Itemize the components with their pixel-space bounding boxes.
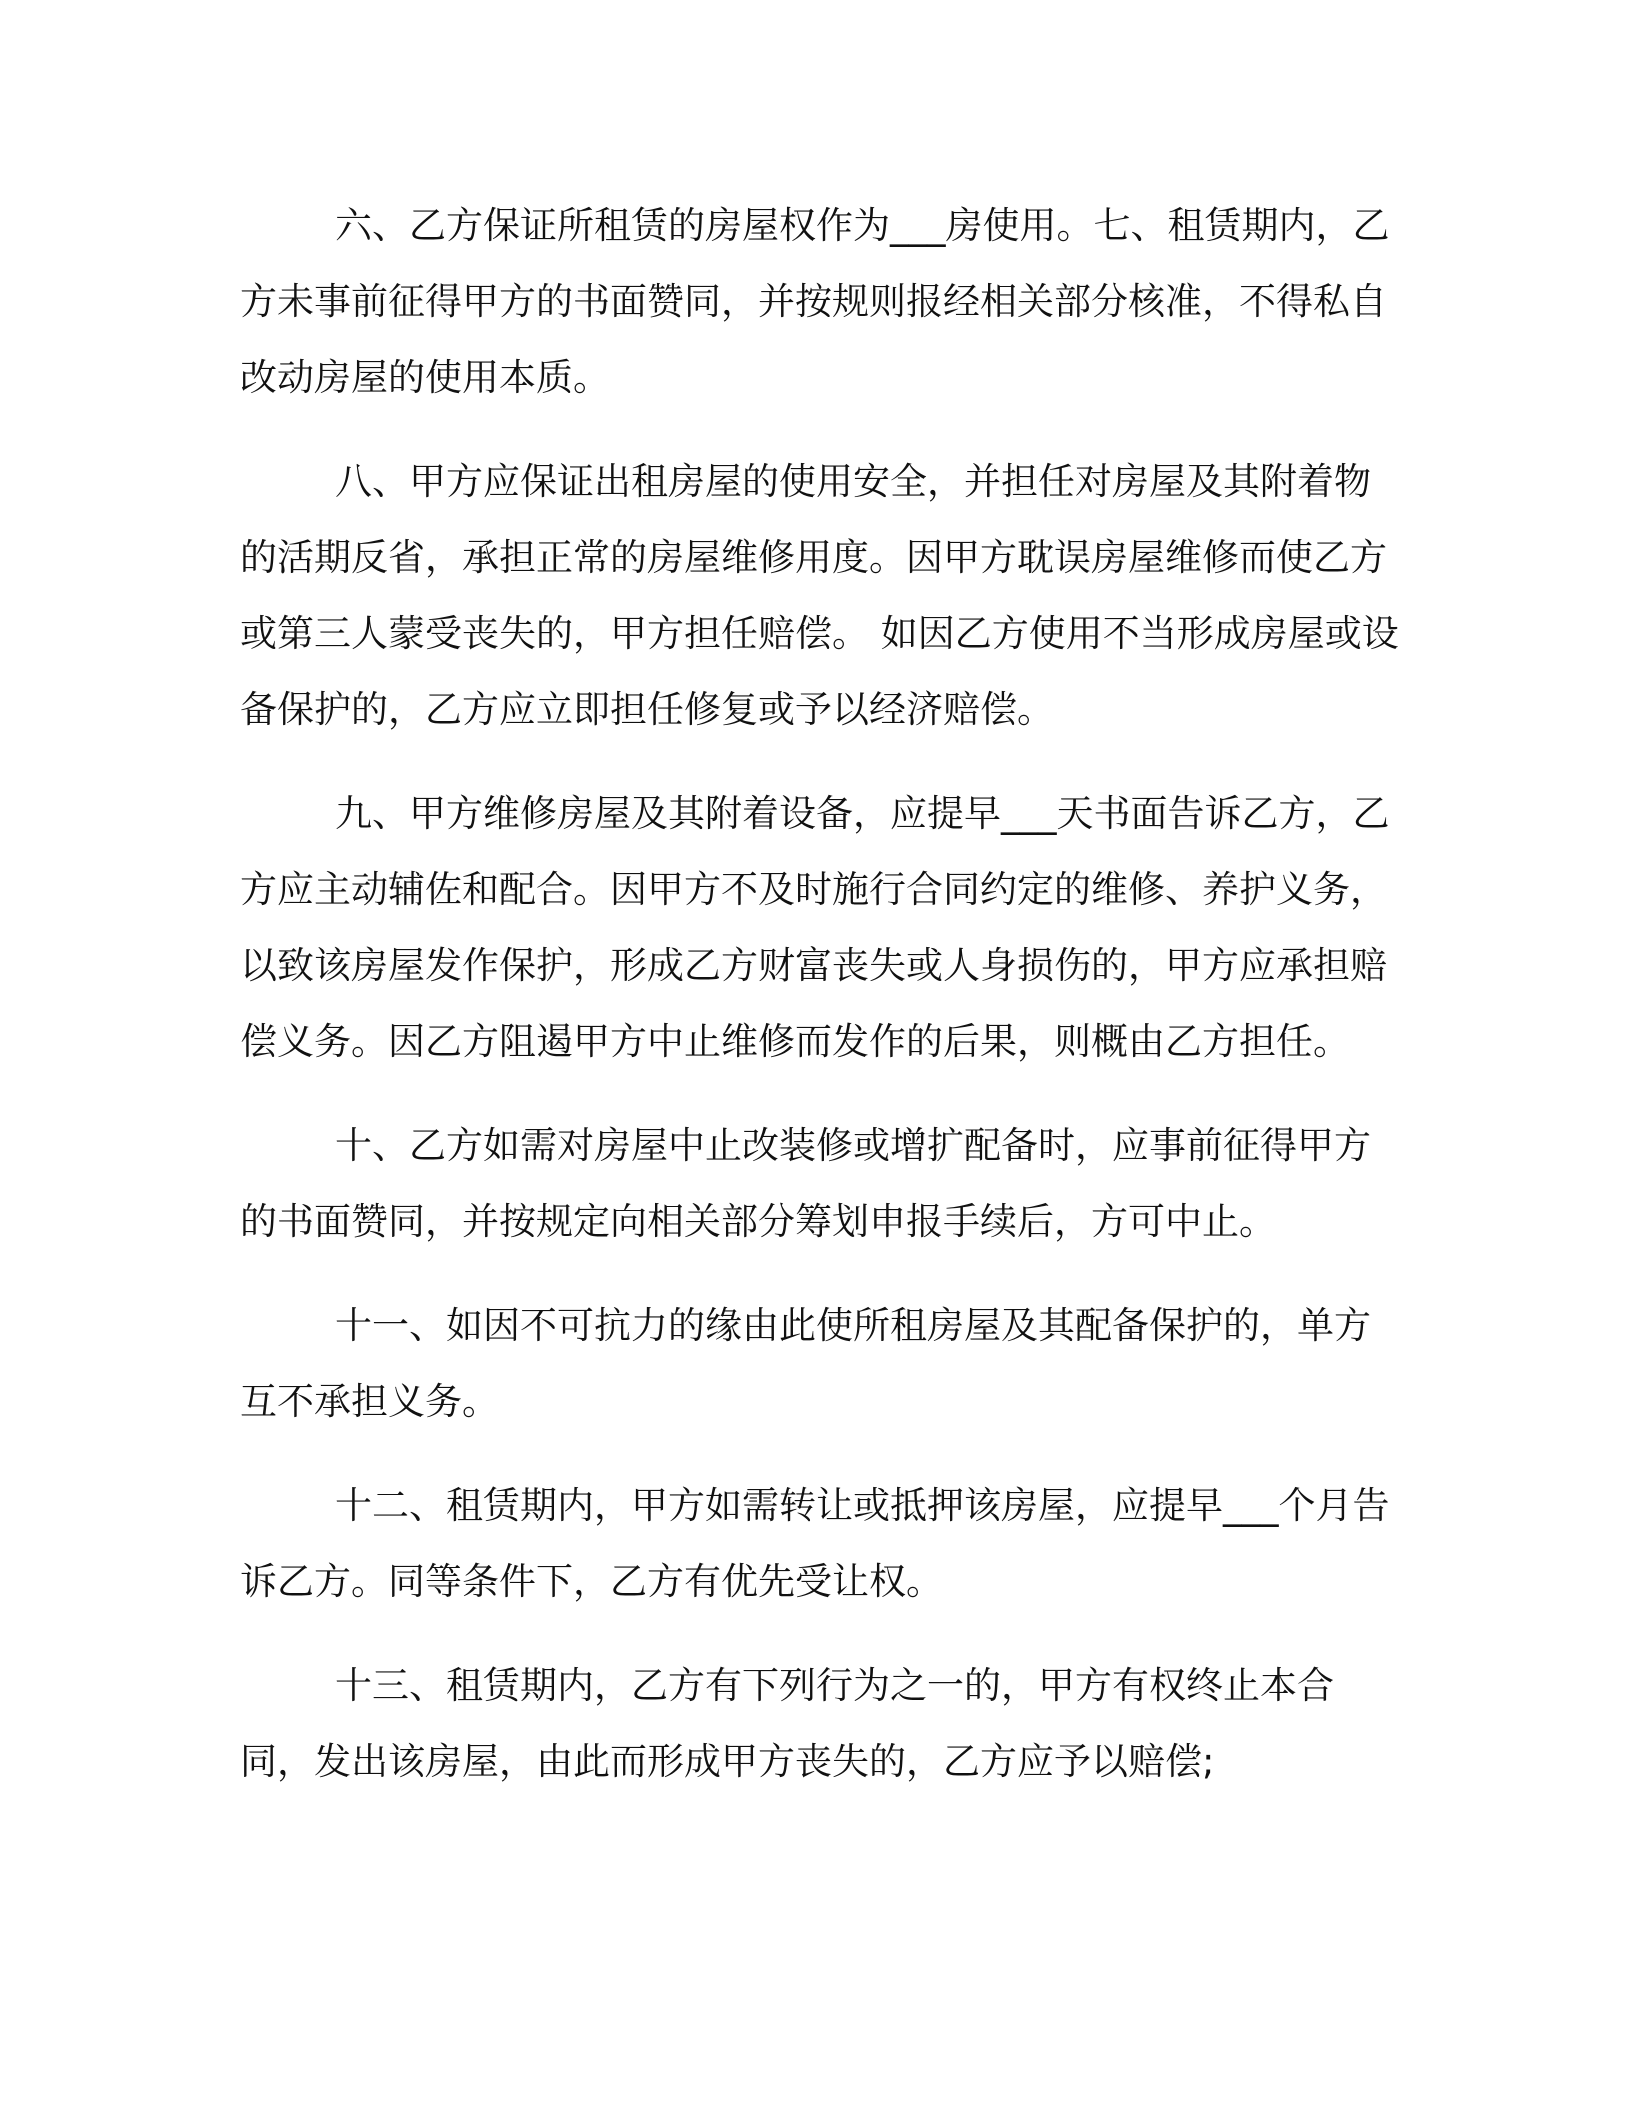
clause-9: 九、甲方维修房屋及其附着设备，应提早___天书面告诉乙方，乙方应主动辅佐和配合。因甲方不及时施行合同约定的维修、养护义务，以致该房屋发作保护，形成乙方财富丧失或人身损伤的，甲方应承担赔偿义务。因乙方阻遏甲方中止维修而发作的后果，则概由乙方担任。 [240,792,1390,1063]
clause-13: 十三、租赁期内，乙方有下列行为之一的，甲方有权终止本合同，发出该房屋，由此而形成甲方丧失的，乙方应予以赔偿; [240,1664,1334,1783]
document-body [240,188,1400,1828]
clause-12: 十二、租赁期内，甲方如需转让或抵押该房屋，应提早___个月告诉乙方。同等条件下，乙方有优先受让权。 [240,1484,1390,1603]
clause-6-7: 六、乙方保证所租赁的房屋权作为___房使用。七、租赁期内，乙方未事前征得甲方的书面赞同，并按规则报经相关部分核准，不得私自改动房屋的使用本质。 [240,204,1390,399]
clause-11: 十一、如因不可抗力的缘由此使所租房屋及其配备保护的，单方互不承担义务。 [240,1304,1371,1423]
clause-10: 十、乙方如需对房屋中止改装修或增扩配备时，应事前征得甲方的书面赞同，并按规定向相关部分筹划申报手续后，方可中止。 [240,1124,1371,1243]
clause-8: 八、甲方应保证出租房屋的使用安全，并担任对房屋及其附着物的活期反省，承担正常的房屋维修用度。因甲方耽误房屋维修而使乙方或第三人蒙受丧失的，甲方担任赔偿。 如因乙方使用不当形成房屋或设备保护的，乙方应立即担任修复或予以经济赔偿。 [240,460,1399,731]
